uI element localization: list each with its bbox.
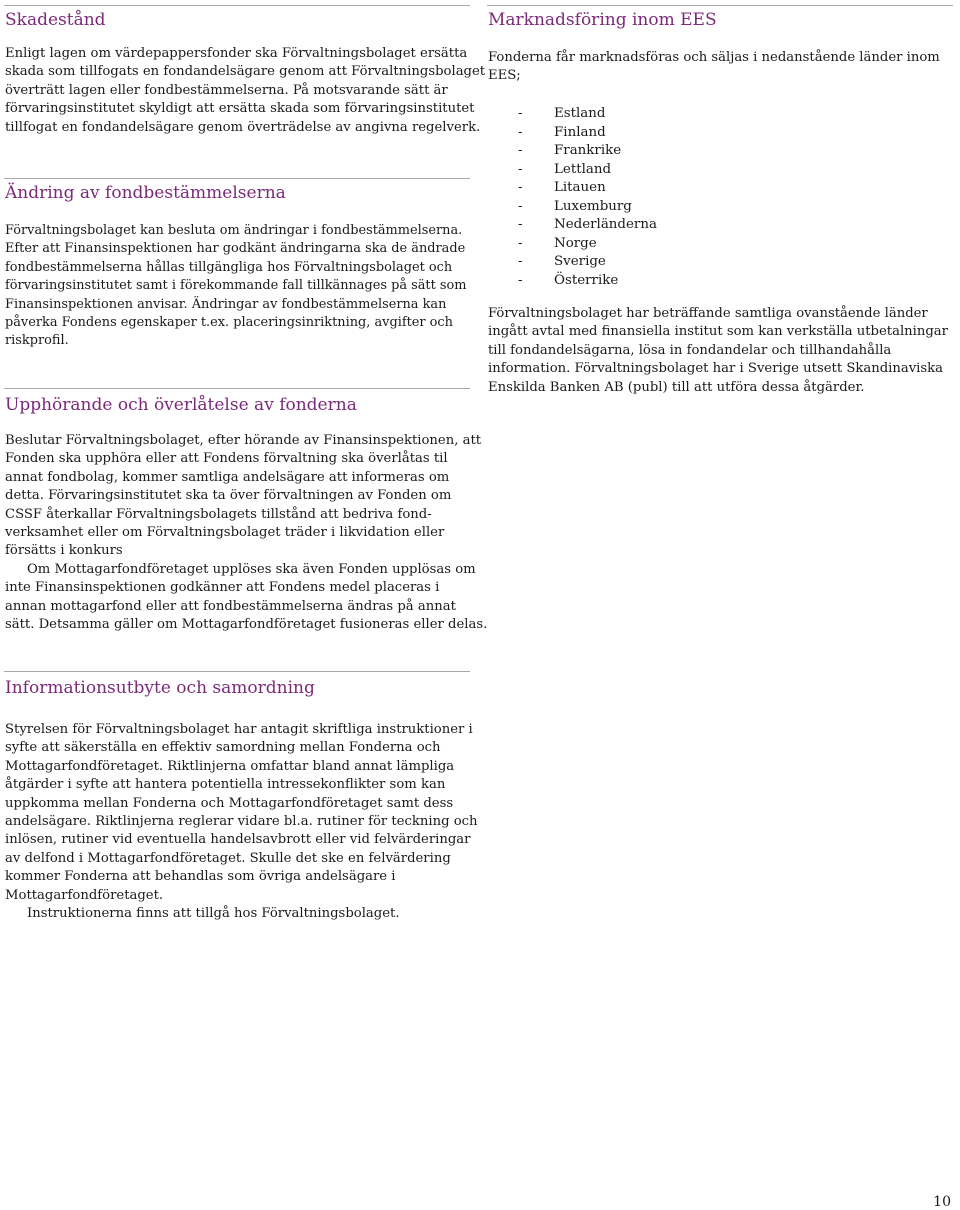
- text-line: Förvaltningsbolaget har beträffande samtliga ovanstående länder: [488, 306, 928, 321]
- text-line: Förvaltningsbolaget kan besluta om ändringar i fondbestämmelserna.: [5, 223, 463, 238]
- page-number: 10: [933, 1194, 951, 1210]
- list-dash: -: [518, 235, 523, 251]
- heading-marknadsforing: Marknadsföring inom EES: [488, 10, 717, 30]
- text-line: skada som tillfogats en fondandelsägare genom att Förvaltningsbolaget: [5, 64, 486, 80]
- paragraph-informationsutbyte: [5, 721, 478, 923]
- list-dash: -: [518, 198, 523, 214]
- list-dash: -: [518, 161, 523, 177]
- paragraph-andring: [5, 222, 466, 351]
- list-dash: -: [518, 124, 523, 140]
- text-line: annat fondbolag, kommer samtliga andelsägare att informeras om: [5, 469, 450, 485]
- list-dash: -: [518, 106, 523, 121]
- country-name: Lettland: [554, 161, 612, 177]
- list-item: [518, 124, 657, 143]
- text-line: av delfond i Mottagarfondföretaget. Skulle det ske en felvärdering: [5, 850, 451, 866]
- country-name: Österrike: [554, 272, 619, 288]
- text-line: förvaringsinstitutet skyldigt att ersätta skada som förvaringsinstitutet: [5, 101, 475, 117]
- country-name: Finland: [554, 124, 606, 140]
- text-line: CSSF återkallar Förvaltningsbolagets tillstånd att bedriva fond-: [5, 506, 432, 522]
- rule-upphorande: [4, 388, 470, 389]
- text-line: Mottagarfondföretaget. Riktlinjerna omfattar bland annat lämpliga: [5, 758, 455, 774]
- text-line: Mottagarfondföretaget.: [5, 887, 164, 903]
- rule-informationsutbyte: [4, 671, 470, 672]
- text-line: sätt. Detsamma gäller om Mottagarfondföretaget fusioneras eller delas.: [5, 617, 488, 633]
- text-line: riskprofil.: [5, 333, 69, 349]
- text-line: ingått avtal med finansiella institut som kan verkställa utbetalningar: [488, 324, 948, 340]
- paragraph-marknadsforing-intro: [488, 49, 940, 86]
- text-line: Instruktionerna finns att tillgå hos Förvaltningsbolaget.: [27, 906, 400, 922]
- text-line: Fonden ska upphöra eller att Fondens förvaltning ska överlåtas til: [5, 451, 448, 467]
- text-line: försätts i konkurs: [5, 543, 123, 559]
- country-name: Litauen: [554, 180, 606, 195]
- text-line: uppkomma mellan Fonderna och Mottagarfondföretaget samt dess: [5, 795, 454, 811]
- country-name: Frankrike: [554, 143, 622, 158]
- list-item: [518, 105, 657, 124]
- heading-andring: Ändring av fondbestämmelserna: [5, 183, 286, 203]
- country-name: Sverige: [554, 254, 606, 269]
- list-item: [518, 216, 657, 235]
- text-line: överträtt lagen eller fondbestämmelserna. På motsvarande sätt är: [5, 82, 448, 98]
- list-item: [518, 253, 657, 272]
- list-dash: -: [518, 272, 523, 288]
- list-item: [518, 235, 657, 254]
- text-line: syfte att säkerställa en effektiv samordning mellan Fonderna och: [5, 740, 441, 756]
- text-line: EES;: [488, 68, 521, 84]
- text-line: kommer Fonderna att behandlas som övriga andelsägare i: [5, 869, 396, 885]
- rule-skadestand: [4, 5, 470, 6]
- country-name: Luxemburg: [554, 198, 632, 214]
- list-dash: -: [518, 254, 523, 269]
- text-line: andelsägare. Riktlinjerna reglerar vidare bl.a. rutiner för teckning och: [5, 814, 478, 830]
- list-item: [518, 161, 657, 180]
- text-line: Styrelsen för Förvaltningsbolaget har antagit skriftliga instruktioner i: [5, 722, 473, 737]
- country-name: Nederländerna: [554, 217, 657, 232]
- list-dash: -: [518, 143, 523, 158]
- text-line: fondbestämmelserna hållas tillgängliga hos Förvaltningsbolaget och: [5, 259, 453, 275]
- text-line: Efter att Finansinspektionen har godkänt ändringarna ska de ändrade: [5, 241, 466, 257]
- list-item: [518, 142, 657, 161]
- text-line: information. Förvaltningsbolaget har i Sverige utsett Skandinaviska: [488, 361, 944, 377]
- text-line: verksamhet eller om Förvaltningsbolaget träder i likvidation eller: [5, 525, 445, 541]
- heading-skadestand: Skadestånd: [5, 10, 106, 30]
- text-line: Beslutar Förvaltningsbolaget, efter hörande av Finansinspektionen, att: [5, 433, 482, 448]
- text-line: Enligt lagen om värdepappersfonder ska Förvaltningsbolaget ersätta: [5, 46, 468, 61]
- country-list: [518, 105, 657, 290]
- text-line: påverka Fondens egenskaper t.ex. placeringsinriktning, avgifter och: [5, 315, 453, 331]
- text-line: Finansinspektionen anvisar. Ändringar av fondbestämmelserna kan: [5, 296, 447, 312]
- list-item: [518, 179, 657, 198]
- rule-andring: [4, 178, 470, 179]
- heading-informationsutbyte: Informationsutbyte och samordning: [5, 678, 315, 698]
- list-item: [518, 198, 657, 217]
- text-line: annan mottagarfond eller att fondbestämmelserna ändras på annat: [5, 598, 456, 614]
- country-name: Norge: [554, 235, 597, 251]
- list-item: [518, 272, 657, 291]
- text-line: tillfogat en fondandelsägare genom överträdelse av angivna regelverk.: [5, 119, 481, 135]
- paragraph-marknadsforing-outro: [488, 305, 948, 397]
- list-dash: -: [518, 180, 523, 195]
- list-dash: -: [518, 217, 523, 232]
- paragraph-upphorande: [5, 432, 487, 634]
- text-line: inlösen, rutiner vid eventuella handelsavbrott eller vid felvärderingar: [5, 832, 471, 848]
- text-line: detta. Förvaringsinstitutet ska ta över förvaltningen av Fonden om: [5, 488, 452, 504]
- text-line: Enskilda Banken AB (publ) till att utföra dessa åtgärder.: [488, 379, 865, 395]
- paragraph-skadestand: [5, 45, 485, 137]
- rule-marknadsforing: [487, 5, 953, 6]
- heading-upphorande: Upphörande och överlåtelse av fonderna: [5, 395, 357, 415]
- country-name: Estland: [554, 106, 606, 121]
- text-line: åtgärder i syfte att hantera potentiella intressekonflikter som kan: [5, 777, 446, 793]
- text-line: inte Finansinspektionen godkänner att Fondens medel placeras i: [5, 580, 440, 596]
- text-line: till fondandelsägarna, lösa in fondandelar och tillhandahålla: [488, 342, 892, 358]
- text-line: Fonderna får marknadsföras och säljas i nedanstående länder inom: [488, 50, 940, 65]
- text-line: Om Mottagarfondföretaget upplöses ska även Fonden upplösas om: [27, 561, 476, 577]
- text-line: förvaringsinstitutet samt i förekommande fall tillkännages på sätt som: [5, 278, 467, 294]
